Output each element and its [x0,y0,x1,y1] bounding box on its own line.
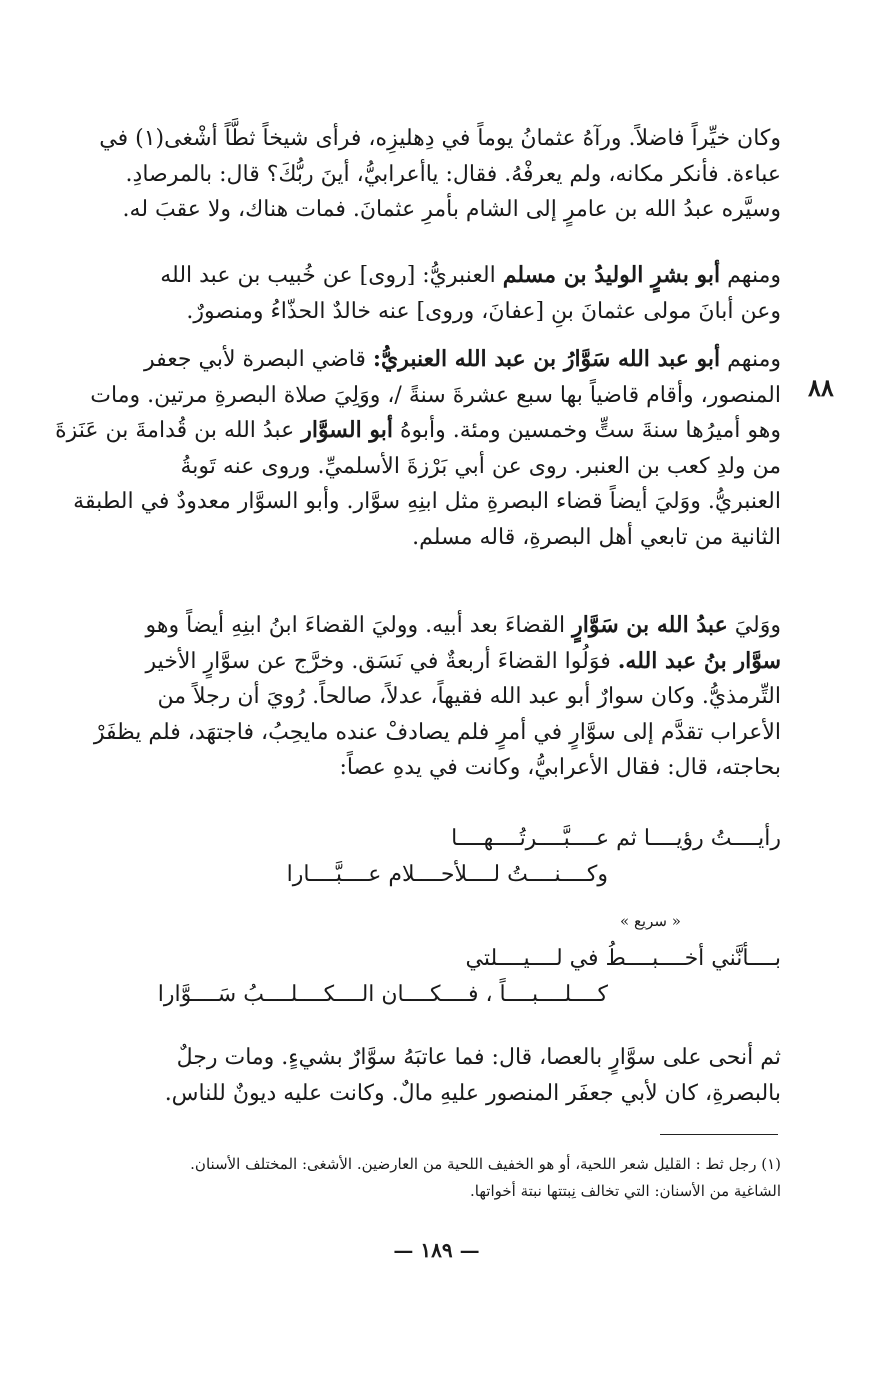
paragraph-2 [89,258,781,329]
narrator-name: أبو بشرٍ الوليدُ بن مسلم [502,262,721,288]
text-line: بالبصرةِ، كان لأبي جعفَر المنصور عليهِ مالٌ. وكانت عليه ديونٌ للناس. [164,1080,781,1106]
poem-hemistich: وكــــنــــتُ لــــلأحــــلام عــــبَّــــارا [286,862,608,887]
narrator-name: سوَّار بنُ عبد الله. [617,647,781,674]
text-line: وعن أبانَ مولى عثمانَ بنِ [عفانَ، وروى] عنه خالدٌ الحذّاءُ ومنصورٌ. [186,298,781,324]
footnote-separator [660,1134,778,1135]
text-line: التِّرمذيُّ. وكان سوارٌ أبو عبد الله فقيهاً، عدلاً، صالحاً. رُويَ أن رجلاً من [157,684,781,709]
footnote-line: (١) رجل ثط : القليل شعر اللحية، أو هو الخفيف اللحية من العارضين. الأشغى: المختلف الأسنان. [190,1155,781,1173]
poem-meter-label: « سريع » [620,912,681,930]
text-line: العنبريُّ. ووَليَ أيضاً قضاء البصرةِ مثل ابنِهِ سوَّار. وأبو السوَّار معدودٌ في الطبقة [73,489,781,514]
text-line: بحاجته، قال: فقال الأعرابيُّ، وكانت في يدهِ عصاً: [339,755,781,780]
text-fragment: فوَلُوا القضاءَ أربعةٌ في نَسَق. وخرَّج عن سوَّارٍ الأخير [145,648,611,674]
text-fragment: القضاءَ بعد أبيه. ووليَ القضاءَ ابنُ ابنِهِ أيضاً وهو [145,613,566,638]
text-line: المنصور، وأقام قاضياً بها سبع عشرةَ سنةً /، ووَلِيَ صلاة البصرةِ مرتين. ومات [90,382,781,408]
text-line: وسيَّره عبدُ الله بن عامرٍ إلى الشام بأمرِ عثمانَ. فمات هناك، ولا عقبَ له. [122,197,781,222]
poem-hemistich: رأيــــتُ رؤيــــا ثم عــــبَّــــرتُــــهــــا [451,826,781,851]
text-fragment: ومنهم [727,263,781,288]
text-fragment: العنبريُّ: [روى] عن خُبيب بن عبد الله [160,263,496,288]
paragraph-4 [89,608,781,786]
paragraph-1 [89,121,781,228]
text-fragment: عبدُ الله بن قُدامةَ بن عَنَزةَ [55,418,295,443]
text-fragment: ومنهم [727,347,781,372]
text-fragment: ووَليَ [734,613,781,638]
text-line: وكان خيِّراً فاضلاً. ورآهُ عثمانُ يوماً في دِهليزِه، فرأى شيخاً ثطَّاً أشْغى(١) في [99,126,781,151]
paragraph-5 [89,1040,781,1111]
paragraph-3 [55,342,781,555]
text-line [55,413,781,449]
text-line: الثانية من تابعي أهل البصرةِ، قاله مسلم. [412,524,781,550]
text-line [89,644,781,680]
text-line: عباءة. فأنكر مكانه، ولم يعرفْهُ. فقال: ياأعرابيُّ، أينَ ربُّكَ؟ قال: بالمرصادِ. [125,161,781,187]
text-line: ثم أنحى على سوَّارٍ بالعصا، قال: فما عاتبَهُ سوَّارٌ بشيءٍ. ومات رجلٌ [176,1045,781,1070]
text-line [89,342,781,378]
text-line: من ولدِ كعب بن العنبر. روى عن أبي بَرْزةَ الأسلميِّ. وروى عنه تَوبةُ [180,453,781,479]
text-line [89,258,781,294]
narrator-name: أبو السوَّار [301,417,394,443]
text-line [89,608,781,644]
margin-page-number: ٨٨ [808,373,834,402]
footnote-line: الشاغية من الأسنان: التي تخالف نِبتتها نبتة أخواتها. [470,1182,781,1200]
text-fragment: وهو أميرُها سنةَ ستٍّ وخمسين ومئة. وأبوهُ [400,418,781,443]
narrator-name: عبدُ الله بن سَوَّارٍ [572,612,728,638]
page-number: — ١٨٩ — [393,1238,480,1262]
narrator-name: أبو عبد الله سَوَّارُ بن عبد الله العنبريُّ: [372,346,721,372]
text-line: الأعراب تقدَّم إلى سوَّارٍ في أمرٍ فلم يصادفْ عنده مايحِبُ، فاجتهَد، فلم يظفَرْ [93,719,781,745]
poem-hemistich: بــــأنَّني أخــــبــــطُ في لــــيــــلتي [465,946,781,971]
footnote [81,1151,781,1205]
poem-hemistich: كــــلــــبــــاً ، فــــكــــان الــــكــــلــــبُ سَــــوَّارا [157,982,608,1007]
text-fragment: قاضي البصرة لأبي جعفر [144,347,366,372]
